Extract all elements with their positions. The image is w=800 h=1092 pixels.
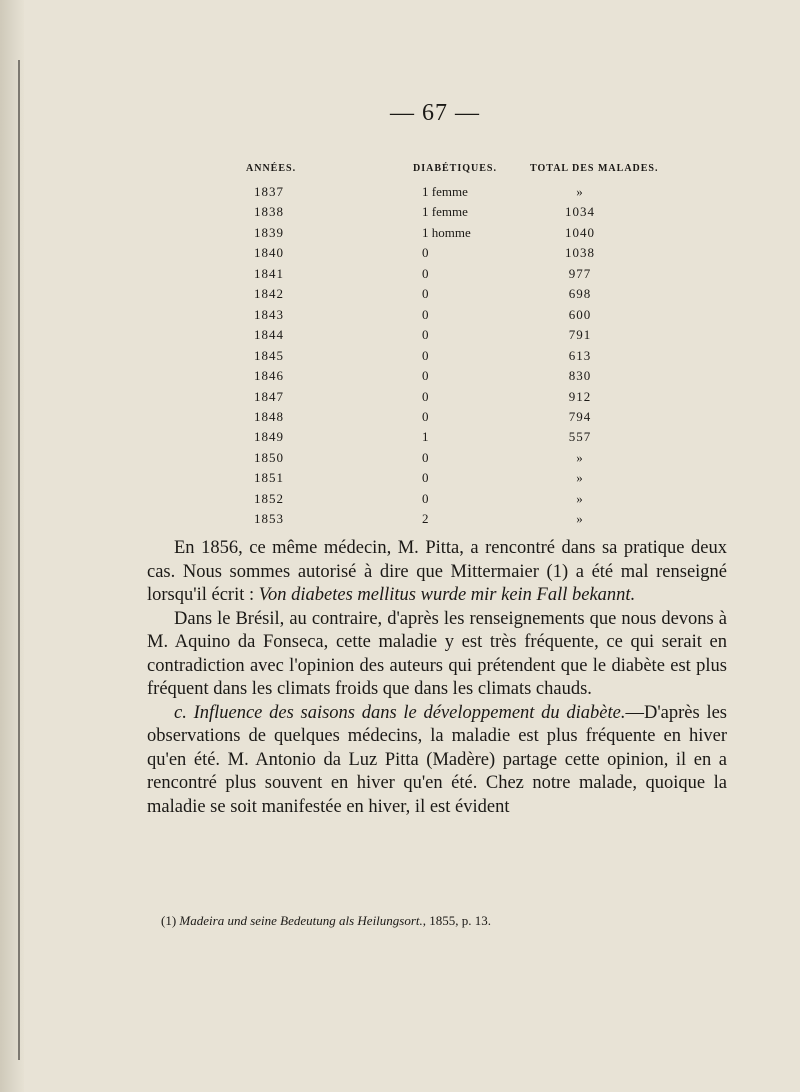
diabetics-cell: 0 [422,245,429,261]
footnote-title: Madeira und seine Bedeutung als Heilungsort. [179,913,423,928]
table-row [0,389,800,409]
table-row [0,348,800,368]
year-cell: 1846 [254,368,284,384]
year-cell: 1848 [254,408,284,424]
table-row [0,307,800,327]
table-row [0,511,800,531]
diabetics-cell: 0 [422,286,429,302]
total-patients-cell: 1034 [565,204,595,220]
year-cell: 1837 [254,184,284,199]
table-row [0,491,800,511]
total-patients-cell: 613 [568,347,592,363]
table-row [0,429,800,449]
diabetics-cell: 1 femme [422,184,468,199]
diabetics-cell: 1 [422,429,429,445]
table-row [0,368,800,388]
diabetics-cell: 0 [422,490,429,506]
year-cell: 1844 [254,327,284,343]
year-cell: 1842 [254,286,284,302]
paragraph-2: Dans le Brésil, au contraire, d'après les renseignements que nous devons à M. Aquino da Fonseca, cette maladie y est très fréquente, ce qui serait en contradiction avec l'opinion des auteurs qui prétendent que le diabète est plus fréquent dans les climats froids que dans les climats chauds. [147,608,727,699]
table-row [0,409,800,429]
year-cell: 1849 [254,429,284,445]
diabetics-cell: 0 [422,368,429,384]
footnote [161,913,721,929]
page-number: — 67 — [390,100,480,126]
table-row [0,327,800,347]
total-patients-cell: 557 [568,429,592,445]
table-row [0,184,800,204]
total-patients-cell: 912 [568,388,592,404]
paragraph-1-text: En 1856, ce même médecin, M. Pitta, a rencontré dans sa pratique deux cas. Nous sommes autorisé à dire que Mittermaier (1) a été mal renseigné lorsqu'il écrit : [147,538,727,605]
table-row [0,204,800,224]
paragraph-1 [147,537,727,608]
header-diabetics: DIABÉTIQUES. [413,163,497,174]
footnote-marker: (1) [161,913,177,928]
year-cell: 1840 [254,245,284,261]
table-row [0,286,800,306]
year-cell: 1850 [254,449,284,465]
header-total-patients: TOTAL DES MALADES. [530,163,659,174]
total-patients-cell: 600 [568,306,592,322]
year-cell: 1839 [254,224,284,240]
total-patients-cell: » [576,490,584,506]
table-row [0,470,800,490]
table-row [0,450,800,470]
section-heading-c: c. Influence des saisons dans le développement du diabète. [174,702,626,723]
total-patients-cell: 977 [568,265,592,281]
total-patients-cell: » [576,184,584,199]
diabetics-cell: 0 [422,408,429,424]
body-text [147,537,727,819]
diabetics-cell: 1 homme [422,224,471,240]
total-patients-cell: 791 [568,327,592,343]
diabetics-cell: 0 [422,449,429,465]
total-patients-cell: » [576,511,584,527]
total-patients-cell: 698 [568,286,592,302]
diabetics-cell: 2 [422,511,429,527]
year-cell: 1845 [254,347,284,363]
year-cell: 1852 [254,490,284,506]
total-patients-cell: 830 [568,368,592,384]
year-cell: 1851 [254,470,284,486]
diabetics-cell: 0 [422,327,429,343]
total-patients-cell: 794 [568,408,592,424]
year-cell: 1841 [254,265,284,281]
header-years: ANNÉES. [246,163,297,174]
year-cell: 1843 [254,306,284,322]
table-row [0,225,800,245]
diabetics-cell: 0 [422,388,429,404]
diabetics-cell: 0 [422,347,429,363]
year-cell: 1847 [254,388,284,404]
footnote-reference: , 1855, p. 13. [422,913,492,928]
total-patients-cell: 1038 [565,245,595,261]
total-patients-cell: » [576,470,584,486]
year-cell: 1838 [254,204,284,220]
table-row [0,245,800,265]
book-spine-shadow [0,0,24,1092]
total-patients-cell: 1040 [565,224,595,240]
diabetics-cell: 0 [422,265,429,281]
table-row [0,266,800,286]
diabetics-cell: 0 [422,306,429,322]
paragraph-3 [147,702,727,820]
total-patients-cell: » [576,449,584,465]
paragraph-1-quote: Von diabetes mellitus wurde mir kein Fall bekannt. [258,585,636,605]
diabetics-cell: 0 [422,470,429,486]
paragraph-3-text: —D'après les observations de quelques médecins, la maladie est plus fréquente en hiver qu'en été. M. Antonio da Luz Pitta (Madère) partage cette opinion, il en a rencontré plus souvent en hiver qu'en été. Chez notre malade, quoique la maladie se soit manifestée en hiver, il est évident [147,702,727,817]
year-cell: 1853 [254,511,284,527]
diabetics-cell: 1 femme [422,204,468,220]
